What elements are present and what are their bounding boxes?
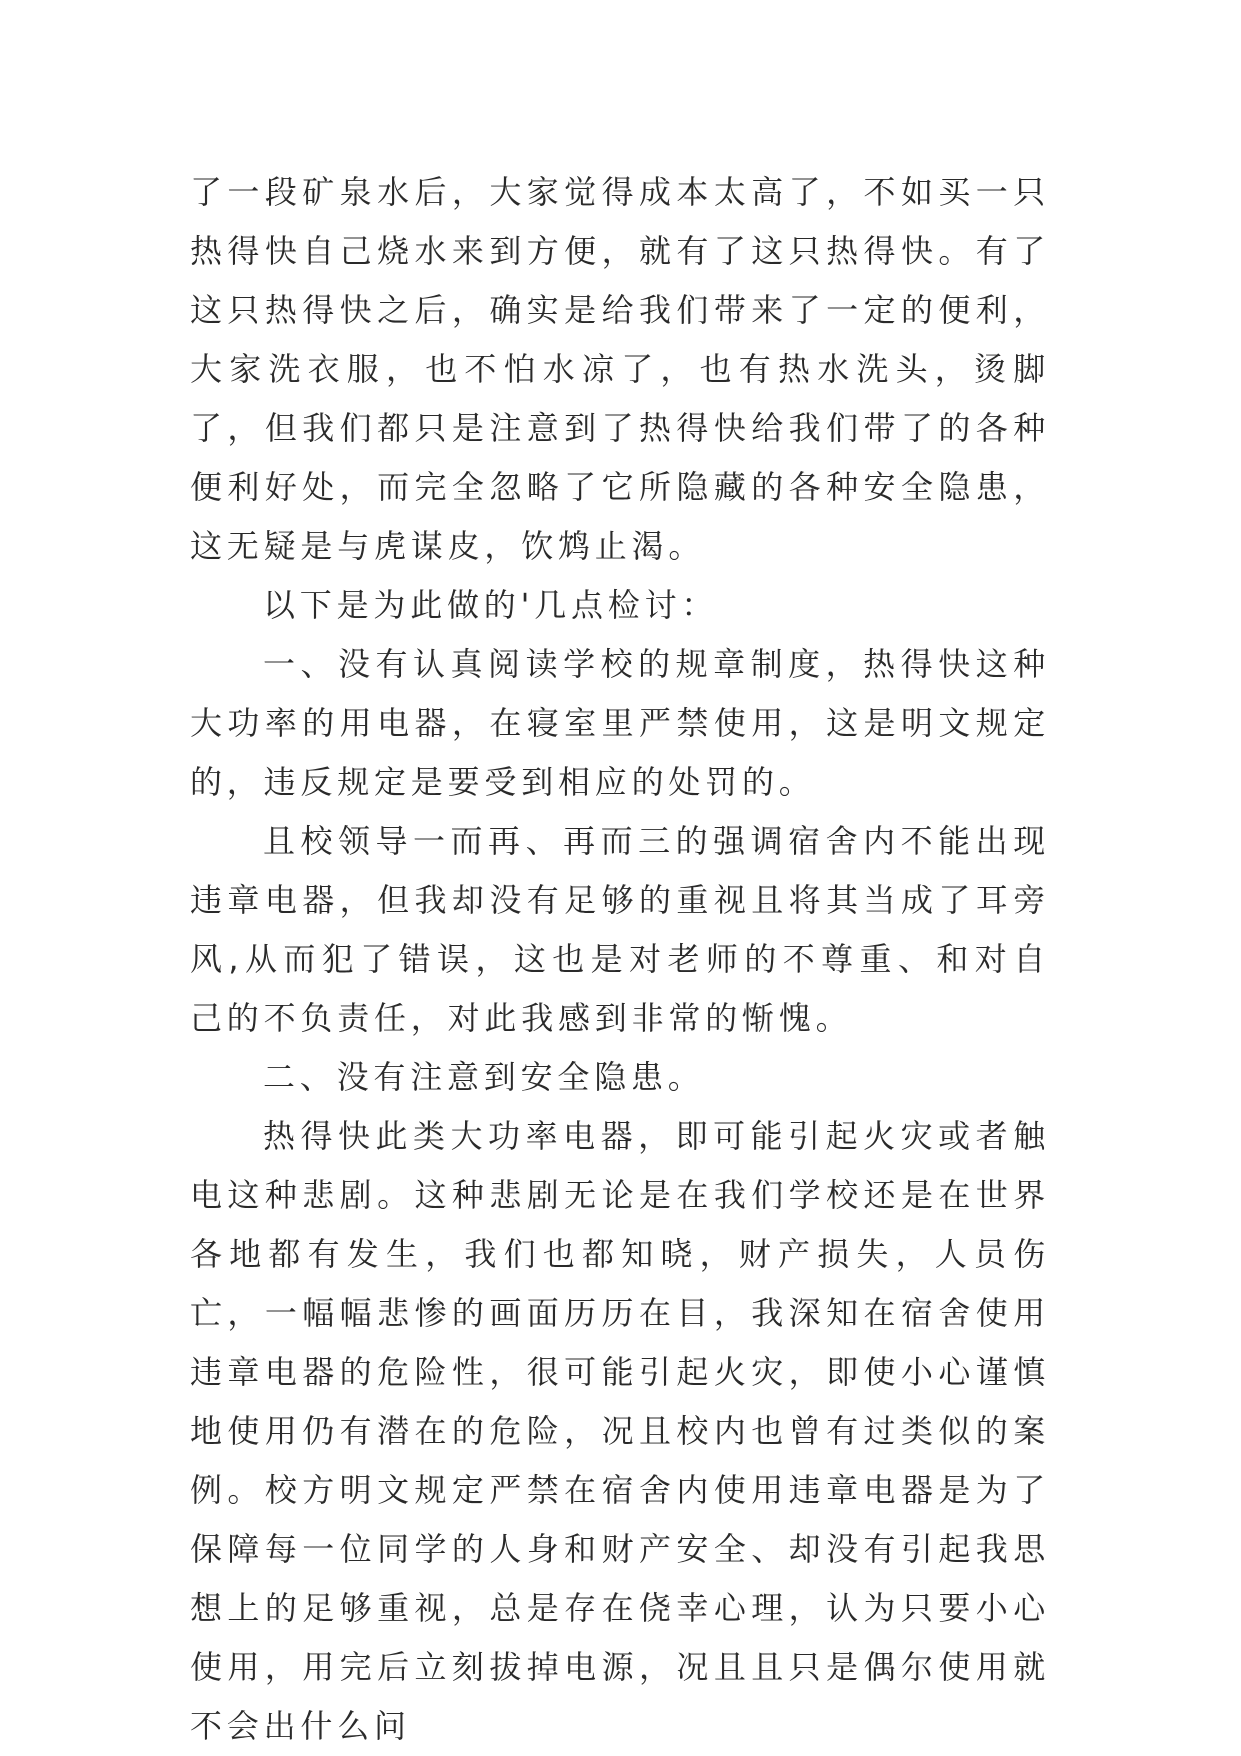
- document-body: [190, 163, 1050, 1756]
- paragraph-safety-hazard: 热得快此类大功率电器，即可能引起火灾或者触电这种悲剧。这种悲剧无论是在我们学校还是在世界各地都有发生，我们也都知晓，财产损失，人员伤亡，一幅幅悲惨的画面历历在目，我深知在宿舍使用违章电器的危险性，很可能引起火灾，即使小心谨慎地使用仍有潜在的危险，况且校内也曾有过类似的案例。校方明文规定严禁在宿舍内使用违章电器是为了保障每一位同学的人身和财产安全、却没有引起我思想上的足够重视，总是存在侥幸心理，认为只要小心使用，用完后立刻拔掉电源，况且且只是偶尔使用就不会出什么问: [190, 1117, 1050, 1745]
- paragraph-review-intro: 以下是为此做的'几点检讨：: [263, 586, 719, 624]
- paragraph-point-two: 二、没有注意到安全隐患。: [263, 1058, 705, 1096]
- paragraph-point-one: 一、没有认真阅读学校的规章制度，热得快这种大功率的用电器，在寝室里严禁使用，这是明文规定的，违反规定是要受到相应的处罚的。: [190, 645, 1050, 801]
- paragraph-continuation: 了一段矿泉水后，大家觉得成本太高了，不如买一只热得快自己烧水来到方便，就有了这只热得快。有了这只热得快之后，确实是给我们带来了一定的便利，大家洗衣服，也不怕水凉了，也有热水洗头，烫脚了，但我们都只是注意到了热得快给我们带了的各种便利好处，而完全忽略了它所隐藏的各种安全隐患，这无疑是与虎谋皮，饮鸩止渴。: [190, 173, 1050, 565]
- paragraph-leadership-emphasis: 且校领导一而再、再而三的强调宿舍内不能出现违章电器，但我却没有足够的重视且将其当成了耳旁风,从而犯了错误，这也是对老师的不尊重、和对自己的不负责任，对此我感到非常的惭愧。: [190, 822, 1050, 1037]
